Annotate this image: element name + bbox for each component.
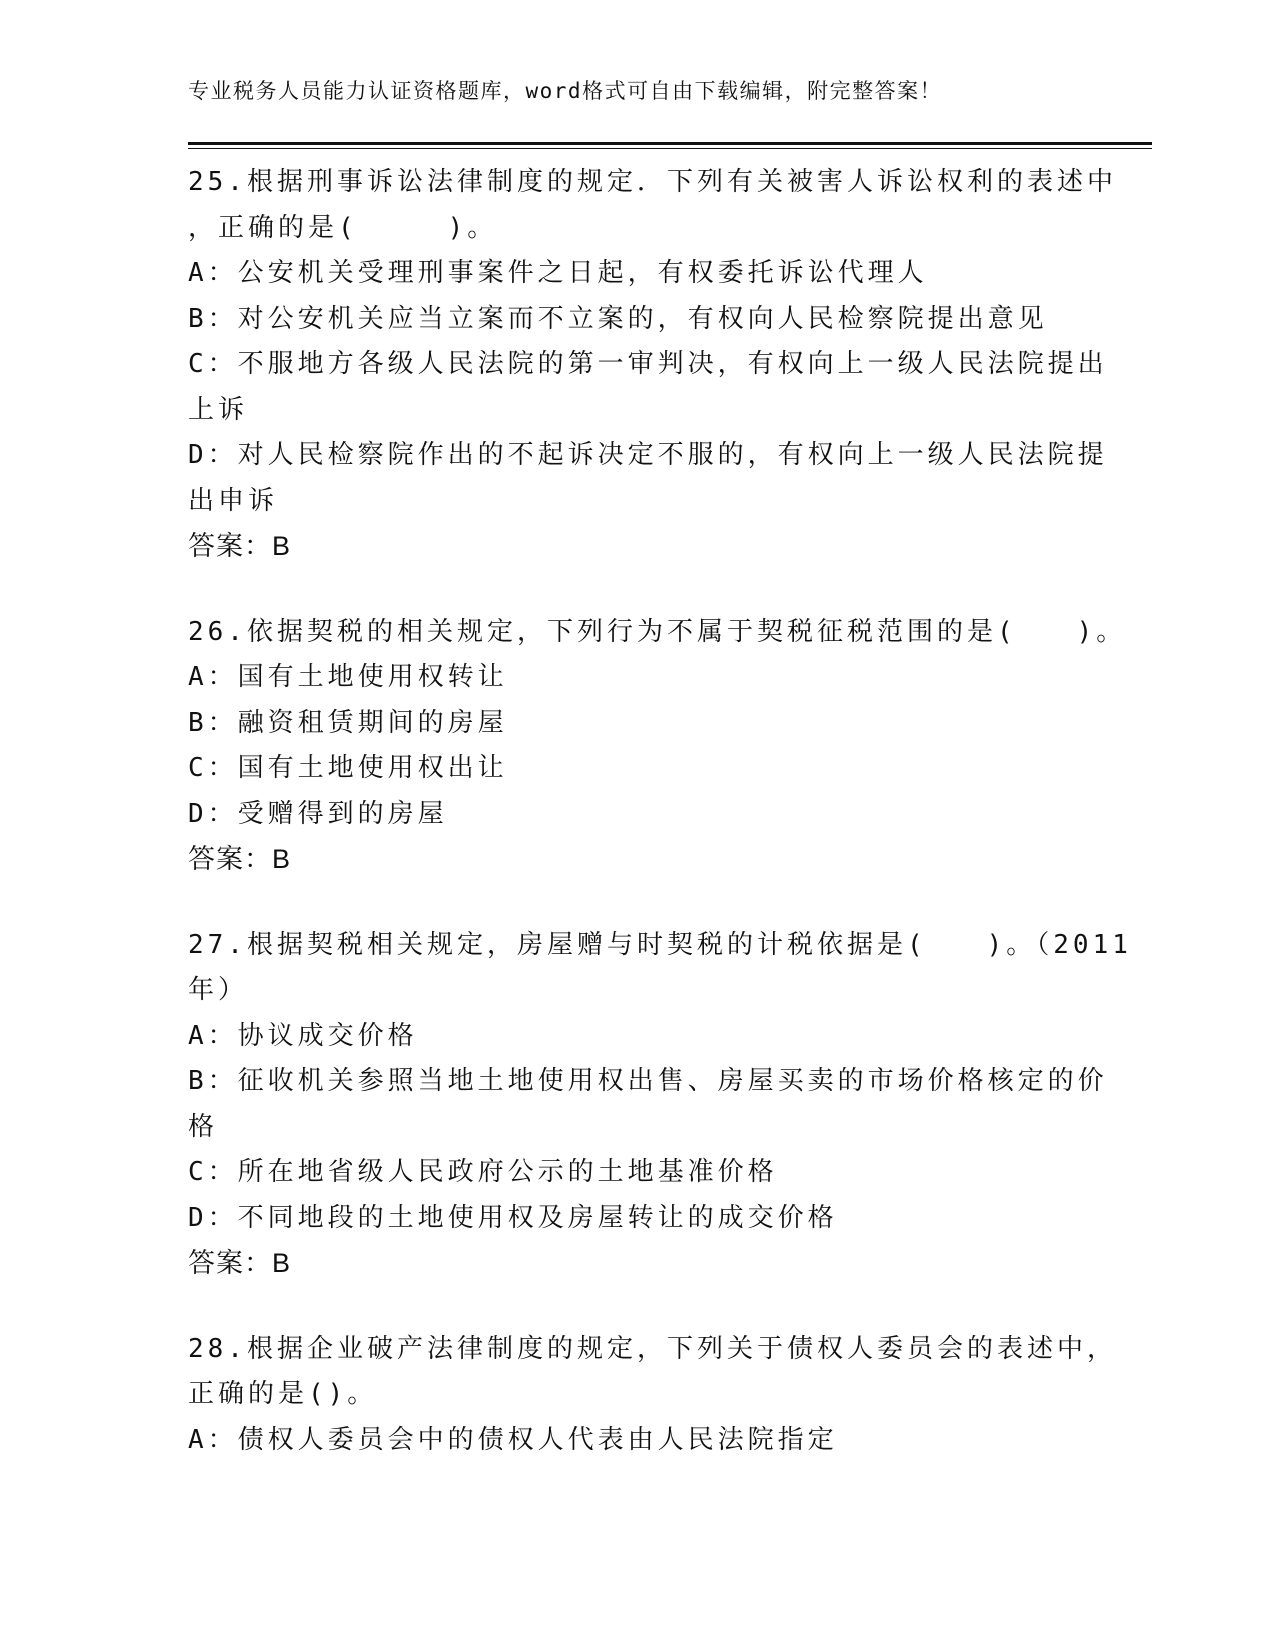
question-stem-line: 27.根据契税相关规定，房屋赠与时契税的计税依据是( )。（2011 [188, 929, 1132, 960]
question-27 [188, 923, 1132, 1287]
option-b-continued: 格 [188, 1111, 219, 1142]
option-b: B：对公安机关应当立案而不立案的，有权向人民检察院提出意见 [188, 303, 1048, 334]
option-b: B：融资租赁期间的房屋 [188, 707, 508, 738]
question-list [188, 160, 1132, 1503]
option-c: C：不服地方各级人民法院的第一审判决，有权向上一级人民法院提出 [188, 349, 1108, 379]
option-b: B：征收机关参照当地土地使用权出售、房屋买卖的市场价格核定的价 [188, 1066, 1108, 1096]
header-rule-thick [188, 142, 1152, 145]
question-stem-line: 年） [188, 975, 249, 1005]
option-d-continued: 出申诉 [188, 485, 279, 516]
question-stem-line: 26.依据契税的相关规定，下列行为不属于契税征税范围的是( )。 [188, 616, 1127, 647]
answer-text: 答案：B [188, 531, 292, 561]
option-c-continued: 上诉 [188, 394, 249, 425]
question-stem-line: ，正确的是( )。 [188, 212, 498, 243]
answer-text: 答案：B [188, 1248, 292, 1278]
option-a: A：公安机关受理刑事案件之日起，有权委托诉讼代理人 [188, 258, 928, 288]
question-26 [188, 610, 1127, 883]
option-d: D：受赠得到的房屋 [188, 798, 448, 829]
page-header: 专业税务人员能力认证资格题库，word格式可自由下载编辑，附完整答案！ [188, 79, 943, 103]
option-c: C：所在地省级人民政府公示的土地基准价格 [188, 1157, 778, 1187]
option-a: A：协议成交价格 [188, 1020, 418, 1051]
option-d: D：对人民检察院作出的不起诉决定不服的，有权向上一级人民法院提 [188, 440, 1108, 470]
question-25 [188, 160, 1117, 570]
question-stem-line: 28.根据企业破产法律制度的规定，下列关于债权人委员会的表述中， [188, 1333, 1117, 1364]
question-28 [188, 1327, 1117, 1464]
option-a: A：债权人委员会中的债权人代表由人民法院指定 [188, 1424, 838, 1455]
option-d: D：不同地段的土地使用权及房屋转让的成交价格 [188, 1202, 838, 1233]
option-c: C：国有土地使用权出让 [188, 753, 508, 783]
question-stem-line: 正确的是()。 [188, 1379, 378, 1409]
answer-text: 答案：B [188, 844, 292, 874]
question-stem-line: 25.根据刑事诉讼法律制度的规定．下列有关被害人诉讼权利的表述中 [188, 167, 1117, 197]
option-a: A：国有土地使用权转让 [188, 662, 508, 692]
header-rule-thin [188, 148, 1152, 149]
